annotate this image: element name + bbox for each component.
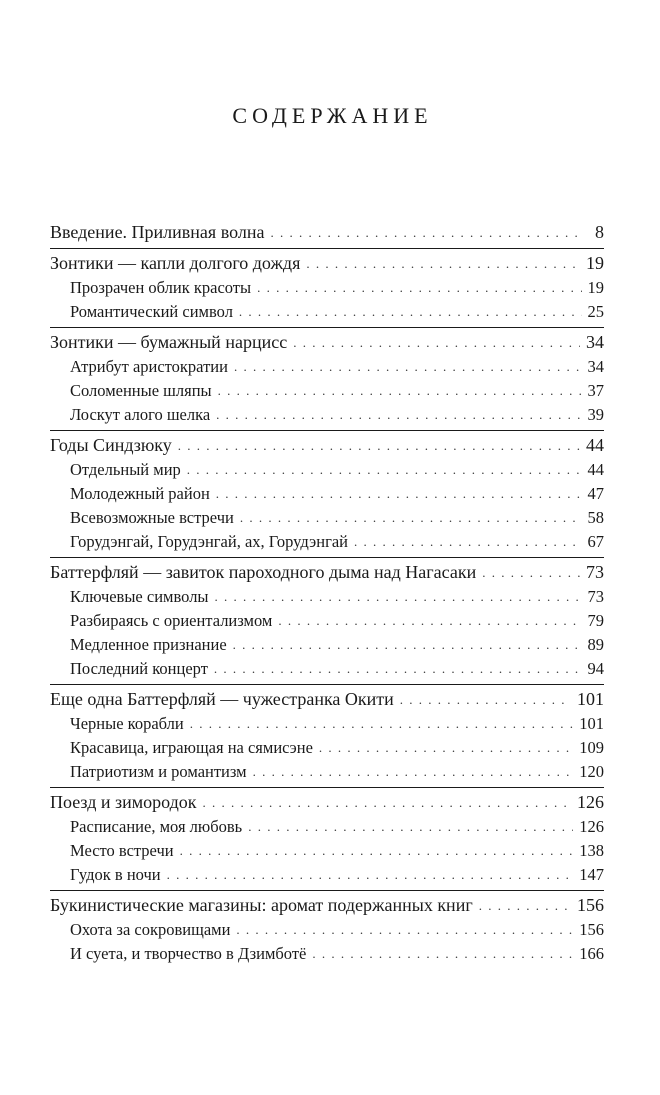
toc-page-number: 79	[587, 611, 604, 630]
dot-leader	[319, 736, 573, 760]
dot-leader	[203, 790, 571, 815]
toc-subsection-entry	[50, 918, 604, 942]
toc-page-number: 25	[587, 302, 604, 321]
toc-entry-label: Прозрачен облик красоты	[70, 278, 252, 297]
toc-subsection-entry	[50, 276, 604, 300]
dot-leader	[178, 433, 580, 458]
toc-subsection-entry	[50, 379, 604, 403]
toc-page-number: 147	[579, 865, 604, 884]
toc-entry-label: Молодежный район	[70, 484, 210, 503]
toc-page-number: 126	[579, 817, 604, 836]
toc-entry-label: И суета, и творчество в Дзимботё	[70, 944, 307, 963]
table-of-contents	[50, 218, 604, 969]
toc-entry-label: Еще одна Баттерфляй — чужестранка Окити	[50, 689, 394, 709]
toc-page-number: 120	[579, 762, 604, 781]
dot-leader	[293, 330, 580, 355]
toc-subsection-entry	[50, 482, 604, 506]
toc-page-number: 138	[579, 841, 604, 860]
dot-leader	[257, 276, 581, 300]
toc-section	[50, 218, 604, 248]
toc-page-number: 58	[587, 508, 604, 527]
toc-page-number: 19	[586, 253, 604, 273]
page-title: СОДЕРЖАНИЕ	[232, 103, 433, 128]
toc-entry-label: Место встречи	[70, 841, 174, 860]
toc-entry-label: Годы Синдзюку	[50, 435, 172, 455]
dot-leader	[216, 482, 582, 506]
toc-entry-label: Зонтики — бумажный нарцисс	[50, 332, 288, 352]
dot-leader	[479, 893, 571, 918]
toc-entry-label: Лоскут алого шелка	[70, 405, 211, 424]
toc-subsection-entry	[50, 657, 604, 681]
toc-entry-label: Соломенные шляпы	[70, 381, 212, 400]
toc-entry-label: Последний концерт	[70, 659, 208, 678]
toc-entry-label: Отдельный мир	[70, 460, 181, 479]
toc-page-number: 37	[587, 381, 604, 400]
toc-subsection-entry	[50, 458, 604, 482]
toc-subsection-entry	[50, 633, 604, 657]
toc-entry-label: Букинистические магазины: аромат подержанных книг	[50, 895, 473, 915]
toc-entry-label: Расписание, моя любовь	[70, 817, 243, 836]
toc-subsection-entry	[50, 736, 604, 760]
toc-page-number: 19	[587, 278, 604, 297]
toc-entry-label: Охота за сокровищами	[70, 920, 231, 939]
dot-leader	[218, 379, 582, 403]
dot-leader	[270, 220, 584, 245]
toc-entry-label: Зонтики — капли долгого дождя	[50, 253, 301, 273]
toc-chapter-entry	[50, 790, 604, 815]
toc-entry-label: Разбираясь с ориентализмом	[70, 611, 273, 630]
toc-page-number: 156	[577, 895, 604, 915]
dot-leader	[215, 585, 582, 609]
toc-entry-label: Атрибут аристократии	[70, 357, 228, 376]
toc-entry-label: Черные корабли	[70, 714, 184, 733]
dot-leader	[400, 687, 571, 712]
dot-leader	[354, 530, 582, 554]
dot-leader	[239, 300, 582, 324]
toc-subsection-entry	[50, 300, 604, 324]
toc-section	[50, 557, 604, 684]
toc-page-number: 67	[587, 532, 604, 551]
dot-leader	[180, 839, 574, 863]
toc-page-number: 109	[579, 738, 604, 757]
toc-entry-label: Поезд и зимородок	[50, 792, 197, 812]
toc-entry-label: Патриотизм и романтизм	[70, 762, 247, 781]
toc-page-number: 101	[577, 689, 604, 709]
toc-section	[50, 787, 604, 890]
toc-entry-label: Гудок в ночи	[70, 865, 161, 884]
toc-chapter-entry	[50, 220, 604, 245]
toc-page-number: 101	[579, 714, 604, 733]
toc-chapter-entry	[50, 893, 604, 918]
dot-leader	[482, 560, 580, 585]
toc-subsection-entry	[50, 403, 604, 427]
dot-leader	[248, 815, 573, 839]
toc-section	[50, 684, 604, 787]
toc-page-number: 126	[577, 792, 604, 812]
toc-page-number: 34	[586, 332, 604, 352]
toc-page-number: 73	[586, 562, 604, 582]
toc-subsection-entry	[50, 609, 604, 633]
toc-subsection-entry	[50, 863, 604, 887]
dot-leader	[234, 355, 582, 379]
toc-subsection-entry	[50, 585, 604, 609]
dot-leader	[253, 760, 574, 784]
toc-chapter-entry	[50, 687, 604, 712]
toc-chapter-entry	[50, 433, 604, 458]
toc-subsection-entry	[50, 839, 604, 863]
toc-entry-label: Введение. Приливная волна	[50, 222, 265, 242]
toc-section	[50, 890, 604, 969]
toc-chapter-entry	[50, 560, 604, 585]
toc-section	[50, 430, 604, 557]
toc-section	[50, 248, 604, 327]
toc-entry-label: Всевозможные встречи	[70, 508, 234, 527]
toc-subsection-entry	[50, 942, 604, 966]
toc-page-number: 94	[587, 659, 604, 678]
toc-subsection-entry	[50, 506, 604, 530]
toc-page-number: 8	[595, 222, 604, 242]
toc-entry-label: Баттерфляй — завиток пароходного дыма над Нагасаки	[50, 562, 477, 582]
dot-leader	[306, 251, 580, 276]
toc-chapter-entry	[50, 251, 604, 276]
toc-page-number: 47	[587, 484, 604, 503]
dot-leader	[278, 609, 581, 633]
toc-subsection-entry	[50, 760, 604, 784]
toc-subsection-entry	[50, 530, 604, 554]
toc-section	[50, 327, 604, 430]
toc-page-number: 44	[586, 435, 604, 455]
toc-entry-label: Горудэнгай, Горудэнгай, ах, Горудэнгай	[70, 532, 348, 551]
dot-leader	[214, 657, 582, 681]
toc-page-number: 156	[579, 920, 604, 939]
dot-leader	[236, 918, 573, 942]
toc-page-number: 166	[579, 944, 604, 963]
toc-chapter-entry	[50, 330, 604, 355]
dot-leader	[216, 403, 581, 427]
toc-subsection-entry	[50, 815, 604, 839]
toc-subsection-entry	[50, 355, 604, 379]
toc-page-number: 39	[587, 405, 604, 424]
toc-entry-label: Медленное признание	[70, 635, 227, 654]
toc-entry-label: Романтический символ	[70, 302, 233, 321]
dot-leader	[312, 942, 573, 966]
toc-subsection-entry	[50, 712, 604, 736]
dot-leader	[233, 633, 582, 657]
dot-leader	[190, 712, 574, 736]
dot-leader	[240, 506, 582, 530]
toc-page-number: 89	[587, 635, 604, 654]
toc-entry-label: Красавица, играющая на сямисэне	[70, 738, 313, 757]
toc-page-number: 73	[587, 587, 604, 606]
dot-leader	[187, 458, 582, 482]
toc-page-number: 34	[587, 357, 604, 376]
toc-page-number: 44	[587, 460, 604, 479]
dot-leader	[167, 863, 574, 887]
toc-entry-label: Ключевые символы	[70, 587, 209, 606]
